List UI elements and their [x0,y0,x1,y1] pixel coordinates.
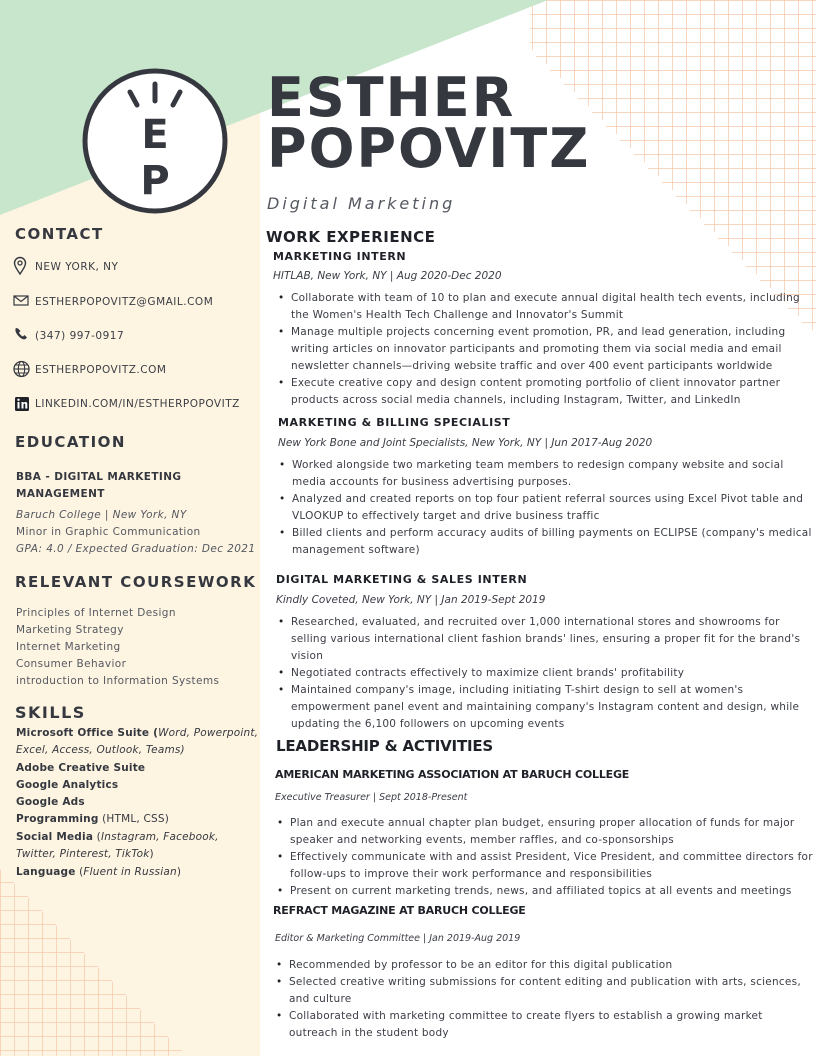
logo-initial-p: P [140,158,170,204]
contact-heading: CONTACT [15,225,104,243]
skill-office [16,725,261,759]
skill-adobe-name: Adobe Creative Suite [16,762,146,774]
globe-icon [13,359,33,379]
skill-language [16,864,261,881]
phone-icon [13,325,33,345]
skill-office-name: Microsoft Office Suite ( [16,727,159,739]
job-bullet: • Researched, evaluated, and recruited over 1,000 international stores and showrooms for selling various international client fashion brands' lines, ensuring a proper fit for the brand's vision [291,614,816,665]
skill-social-close: ) [149,848,154,860]
location-pin-icon [13,256,33,276]
skill-office-detail: Word, Powerpoint, Excel, Access, Outlook, Teams) [16,727,259,756]
contact-location-text: NEW YORK, NY [35,261,119,273]
contact-linkedin-text[interactable]: LINKEDIN.COM/IN/ESTHERPOPOVITZ [35,398,240,410]
job-bullets [275,290,811,409]
skill-programming-detail: (HTML, CSS) [98,813,170,825]
role-title: AMERICAN MARKETING ASSOCIATION AT BARUCH COLLEGE [275,768,630,781]
job-title: MARKETING & BILLING SPECIALIST [278,416,511,429]
role-org: Editor & Marketing Committee | Jan 2019-Aug 2019 [275,933,521,944]
coursework-heading: RELEVANT COURSEWORK [15,573,257,591]
job-org: Kindly Coveted, New York, NY | Jan 2019-Sept 2019 [276,594,546,606]
name-last: POPOVITZ [267,117,591,180]
contact-email-text[interactable]: ESTHERPOPOVITZ@GMAIL.COM [35,296,214,308]
role-title: REFRACT MAGAZINE AT BARUCH COLLEGE [273,904,526,917]
contact-phone-text[interactable]: (347) 997-0917 [35,330,125,342]
education-gpa: GPA: 4.0 / Expected Graduation: Dec 2021 [16,543,256,555]
skill-language-detail: Fluent in Russian [83,866,177,878]
role-bullet: • Plan and execute annual chapter plan budget, ensuring proper allocation of funds for major speaker and networking events, member raffles, and co-sponsorships [290,815,816,849]
job-bullet: • Execute creative copy and design content promoting portfolio of client innovator partner products across social media channels, including Instagram, Twitter, and LinkedIn [291,375,811,409]
leadership-heading: LEADERSHIP & ACTIVITIES [276,737,494,755]
role-bullet: • Selected creative writing submissions for content editing and publication with arts, sciences, and culture [289,974,801,1008]
coursework-item: Principles of Internet Design [16,607,176,619]
education-school: Baruch College | New York, NY [16,509,187,521]
job-title: MARKETING INTERN [273,250,407,263]
linkedin-icon [13,393,33,413]
skill-language-open: ( [75,866,84,878]
mail-icon [13,291,33,311]
skill-analytics [16,777,261,794]
education-minor: Minor in Graphic Communication [16,526,201,538]
monogram-logo [82,68,228,214]
skill-social [16,829,261,863]
education-degree-line2: MANAGEMENT [16,488,105,500]
work-experience-heading: WORK EXPERIENCE [266,228,436,246]
role-bullet: • Recommended by professor to be an editor for this digital publication [289,957,801,974]
coursework-item: introduction to Information Systems [16,675,220,687]
job-bullet: • Maintained company's image, including initiating T-shirt design to sell at women's empowerment panel event and maintaining company's Instagram content and design, while updating the 6,100 followers on upcoming events [291,682,816,733]
education-heading: EDUCATION [15,433,126,451]
skill-programming-name: Programming [16,813,99,825]
skill-language-close: ) [176,866,182,878]
skill-adobe [16,760,261,777]
job-bullets [275,614,816,733]
job-org: New York Bone and Joint Specialists, New York, NY | Jun 2017-Aug 2020 [278,437,653,449]
job-subtitle: Digital Marketing [267,194,456,213]
job-bullet: • Analyzed and created reports on top four patient referral sources using Excel Pivot table and VLOOKUP to effectively target and drive business traffic [292,491,812,525]
role-bullets [274,815,816,900]
job-bullets [276,457,812,559]
coursework-item: Marketing Strategy [16,624,124,636]
skill-ads [16,794,261,811]
role-org: Executive Treasurer | Sept 2018-Present [275,792,468,803]
job-bullet: • Negotiated contracts effectively to maximize client brands' profitability [291,665,816,682]
skill-analytics-name: Google Analytics [16,779,119,791]
role-bullet: • Collaborated with marketing committee to create flyers to establish a growing market outreach in the student body [289,1008,801,1042]
role-bullets [273,957,801,1042]
role-bullet: • Effectively communicate with and assist President, Vice President, and committee directors for follow-ups to improve their work performance and responsibilities [290,849,816,883]
job-bullet: • Worked alongside two marketing team members to redesign company website and social media accounts for business advertising purposes. [292,457,812,491]
skill-social-name: Social Media [16,831,94,843]
education-degree-line1: BBA - DIGITAL MARKETING [16,471,182,483]
coursework-item: Consumer Behavior [16,658,127,670]
skill-ads-name: Google Ads [16,796,85,808]
job-bullet: • Manage multiple projects concerning event promotion, PR, and lead generation, including writing articles on innovator participants and promoting them via social media and email newsletter channels—driving website traffic and over 400 event participants worldwide [291,324,811,375]
skill-social-open: ( [93,831,101,843]
job-title: DIGITAL MARKETING & SALES INTERN [276,573,528,586]
skill-programming [16,811,261,828]
job-bullet: • Billed clients and perform accuracy audits of billing payments on ECLIPSE (company's medical management software) [292,525,812,559]
logo-initial-e: E [141,112,169,158]
role-bullet: • Present on current marketing trends, news, and affiliated topics at all events and meetings [290,883,816,900]
skills-heading: SKILLS [15,703,86,722]
contact-website-text[interactable]: ESTHERPOPOVITZ.COM [35,364,167,376]
skill-language-name: Language [16,866,76,878]
name-first: ESTHER [267,66,516,129]
skill-social-detail: Instagram, Facebook, Twitter, Pinterest, TikTok [16,831,219,860]
job-bullet: • Collaborate with team of 10 to plan and execute annual digital health tech events, including the Women's Health Tech Challenge and Innovator's Summit [291,290,811,324]
coursework-item: Internet Marketing [16,641,121,653]
job-org: HITLAB, New York, NY | Aug 2020-Dec 2020 [273,270,502,282]
